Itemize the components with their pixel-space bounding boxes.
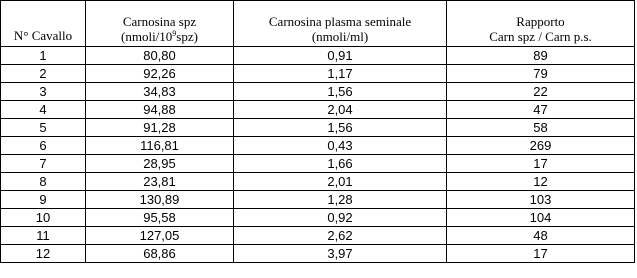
table-row (1, 101, 635, 119)
unit-suffix: spz) (176, 29, 198, 44)
carnosine-plasma-cell: 0,91 (234, 47, 447, 65)
carnosine-plasma-cell: 1,56 (234, 83, 447, 101)
carnosine-plasma-cell: 1,56 (234, 119, 447, 137)
table-row (1, 191, 635, 209)
ratio-cell: 17 (447, 155, 635, 173)
carnosine-spz-cell: 28,95 (86, 155, 234, 173)
carnosine-plasma-cell: 0,92 (234, 209, 447, 227)
carnosine-spz-cell: 92,26 (86, 65, 234, 83)
ratio-cell: 47 (447, 101, 635, 119)
horse-number-cell: 12 (1, 245, 86, 263)
ratio-cell: 17 (447, 245, 635, 263)
ratio-cell: 104 (447, 209, 635, 227)
table-row (1, 209, 635, 227)
carnosine-plasma-cell: 1,17 (234, 65, 447, 83)
table-row (1, 245, 635, 263)
ratio-cell: 79 (447, 65, 635, 83)
horse-number-cell: 1 (1, 47, 86, 65)
header-ratio-formula: Carn spz / Carn p.s. (489, 29, 592, 44)
header-ratio (447, 1, 635, 47)
header-horse-number-label: N° Cavallo (13, 28, 73, 43)
carnosine-plasma-cell: 2,04 (234, 101, 447, 119)
carnosine-spz-cell: 95,58 (86, 209, 234, 227)
carnosine-plasma-cell: 3,97 (234, 245, 447, 263)
ratio-cell: 89 (447, 47, 635, 65)
horse-number-cell: 4 (1, 101, 86, 119)
table-row (1, 173, 635, 191)
carnosine-plasma-cell: 2,62 (234, 227, 447, 245)
carnosine-plasma-cell: 2,01 (234, 173, 447, 191)
header-carnosine-seminal-plasma-unit: (nmoli/ml) (311, 29, 369, 44)
carnosine-spz-cell: 127,05 (86, 227, 234, 245)
ratio-cell: 269 (447, 137, 635, 155)
carnosine-spz-cell: 68,86 (86, 245, 234, 263)
table-row (1, 155, 635, 173)
table-row (1, 83, 635, 101)
carnosine-plasma-cell: 0,43 (234, 137, 447, 155)
ratio-cell: 103 (447, 191, 635, 209)
horse-number-cell: 6 (1, 137, 86, 155)
ratio-cell: 48 (447, 227, 635, 245)
table-row (1, 137, 635, 155)
horse-number-cell: 7 (1, 155, 86, 173)
horse-number-cell: 9 (1, 191, 86, 209)
horse-number-cell: 10 (1, 209, 86, 227)
ratio-cell: 12 (447, 173, 635, 191)
table-row (1, 65, 635, 83)
carnosine-plasma-cell: 1,66 (234, 155, 447, 173)
unit-exponent: 9 (172, 29, 177, 38)
carnosine-spz-cell: 116,81 (86, 137, 234, 155)
unit-prefix: (nmoli/10 (121, 29, 173, 44)
table-row (1, 119, 635, 137)
table-row (1, 227, 635, 245)
carnosine-spz-cell: 34,83 (86, 83, 234, 101)
ratio-cell: 58 (447, 119, 635, 137)
carnosine-plasma-cell: 1,28 (234, 191, 447, 209)
carnosine-spz-cell: 91,28 (86, 119, 234, 137)
header-ratio-title: Rapporto (516, 14, 565, 29)
header-carnosine-spz (86, 1, 234, 47)
horse-number-cell: 3 (1, 83, 86, 101)
horse-number-cell: 8 (1, 173, 86, 191)
horse-number-cell: 2 (1, 65, 86, 83)
header-carnosine-seminal-plasma (234, 1, 447, 47)
horse-number-cell: 5 (1, 119, 86, 137)
horse-number-cell: 11 (1, 227, 86, 245)
carnosine-spz-cell: 94,88 (86, 101, 234, 119)
carnosine-spz-cell: 80,80 (86, 47, 234, 65)
table-row (1, 47, 635, 65)
carnosine-spz-cell: 23,81 (86, 173, 234, 191)
header-carnosine-seminal-plasma-title: Carnosina plasma seminale (268, 14, 412, 29)
table-body (1, 47, 635, 263)
header-carnosine-spz-title: Carnosina spz (122, 14, 197, 29)
ratio-cell: 22 (447, 83, 635, 101)
header-carnosine-spz-unit (86, 29, 233, 44)
header-horse-number (1, 1, 86, 47)
carnosine-spz-cell: 130,89 (86, 191, 234, 209)
header-row (1, 1, 635, 47)
